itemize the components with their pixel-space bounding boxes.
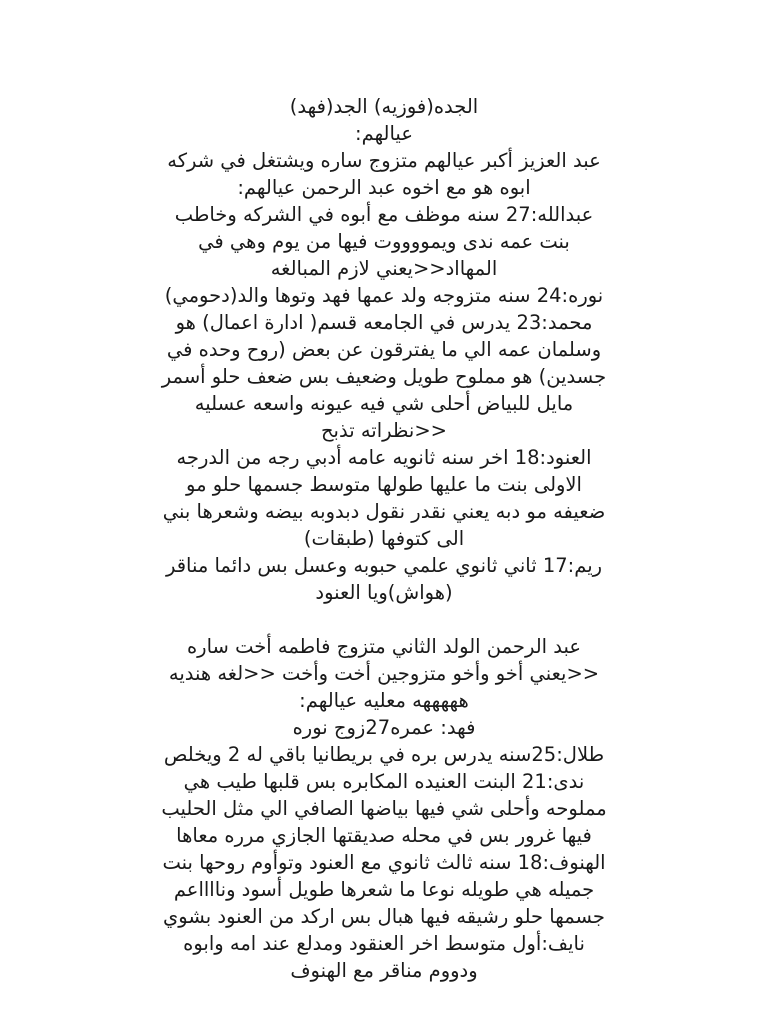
text-line: الاولى بنت ما عليها طولها متوسط جسمها حلو مو <box>186 473 582 496</box>
text-line: ندى:21 البنت العنيده المكابره بس قلبها طيب هي <box>183 770 585 793</box>
text-line: بنت عمه ندى ويمووووت فيها من يوم وهي في <box>198 230 570 253</box>
text-line: هههههه معليه عيالهم: <box>299 689 469 712</box>
text-line: ضعيفه مو دبه يعني نقدر نقول دبدوبه بيضه وشعرها بني <box>162 500 606 523</box>
text-line: (هواش)ويا العنود <box>315 581 453 604</box>
text-line: عبد الرحمن الولد الثاني متزوج فاطمه أخت ساره <box>186 635 582 658</box>
text-line: مملوحه وأحلى شي فيها بياضها الصافي الي مثل الحليب <box>161 797 607 820</box>
text-line: عيالهم: <box>355 122 413 145</box>
text-line: الهنوف:18 سنه ثالث ثانوي مع العنود وتوأوم روحها بنت <box>162 851 606 874</box>
text-line: <<نظراته تذبح <box>320 419 448 442</box>
paragraph-break <box>0 606 768 633</box>
text-line: الجده(فوزيه) الجد(فهد) <box>289 95 479 118</box>
text-line: طلال:25سنه يدرس بره في بريطانيا باقي له 2 ويخلص <box>163 743 605 766</box>
text-line: نوره:24 سنه متزوجه ولد عمها فهد وتوها والد(دحومي) <box>164 284 604 307</box>
text-line: عبد العزيز أكبر عيالهم متزوج ساره ويشتغل في شركه <box>167 149 601 172</box>
text-line: الى كتوفها (طبقات) <box>303 527 465 550</box>
text-line: عبدالله:27 سنه موظف مع أبوه في الشركه وخاطب <box>174 203 594 226</box>
text-line: جسدين) هو مملوح طويل وضعيف بس ضعف حلو أسمر <box>161 365 607 388</box>
text-line: فيها غرور بس في محله صديقتها الجازي مرره معاها <box>176 824 592 847</box>
text-line: وسلمان عمه الي ما يفترقون عن بعض (روح وحده في <box>166 338 602 361</box>
text-line: ودووم مناقر مع الهنوف <box>290 959 478 982</box>
text-line: المهااد<<يعني لازم المبالغه <box>270 257 498 280</box>
text-line: جسمها حلو رشيقه فيها هبال بس اركد من العنود بشوي <box>163 905 605 928</box>
text-line: <<يعني أخو وأخو متزوجين أخت وأخت <<لغه هنديه <box>168 662 600 685</box>
text-line: مايل للبياض أحلى شي فيه عيونه واسعه عسليه <box>194 392 574 415</box>
text-line: ريم:17 ثاني ثانوي علمي حبوبه وعسل بس دائما مناقر <box>165 554 603 577</box>
text-line: فهد: عمره27زوج نوره <box>292 716 476 739</box>
text-line: العنود:18 اخر سنه ثانويه عامه أدبي رجه من الدرجه <box>176 446 592 469</box>
text-line: جميله هي طويله نوعا ما شعرها طويل أسود ونااااعم <box>173 878 595 901</box>
text-line: ابوه هو مع اخوه عبد الرحمن عيالهم: <box>237 176 531 199</box>
document-page <box>0 93 768 984</box>
text-line: نايف:أول متوسط اخر العنقود ومدلع عند امه وابوه <box>183 932 585 955</box>
text-line: محمد:23 يدرس في الجامعه قسم( ادارة اعمال) هو <box>175 311 593 334</box>
